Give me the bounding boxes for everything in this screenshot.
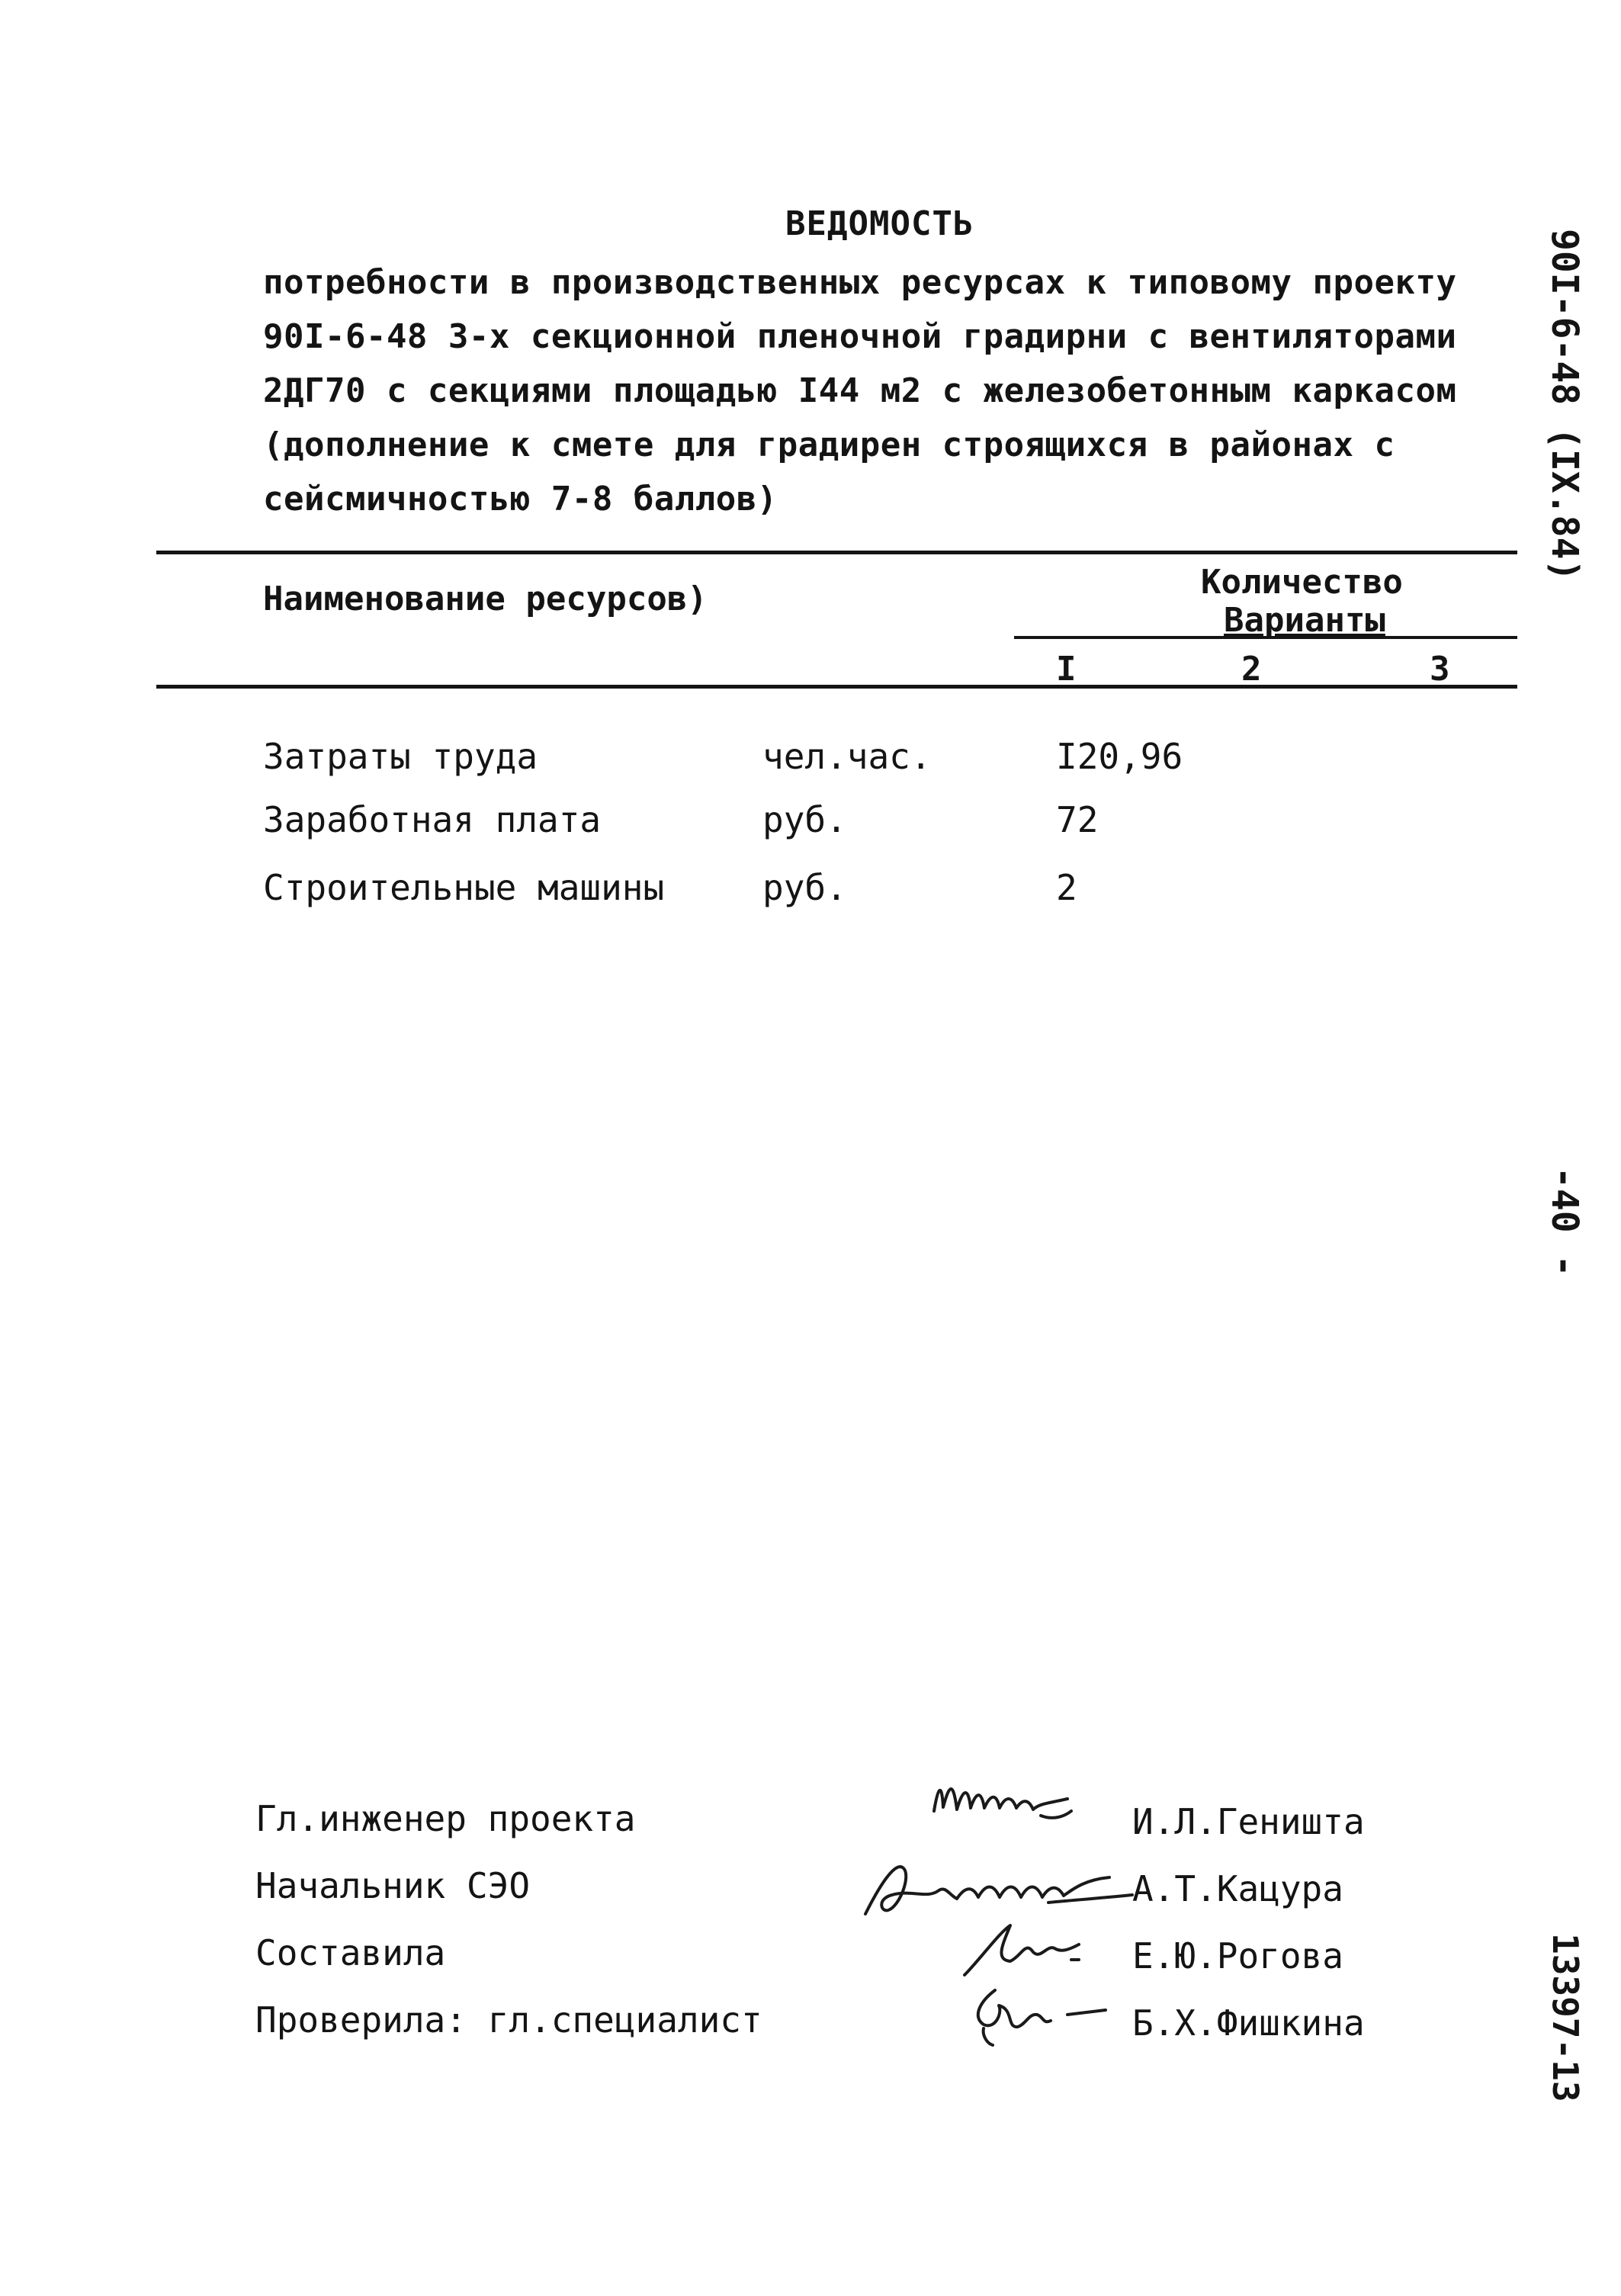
row-1-value: I20,96 — [1056, 736, 1183, 777]
handwritten-signature-3 — [957, 1914, 1087, 1983]
row-3-value: 2 — [1056, 867, 1077, 908]
handwritten-signature-4 — [961, 1983, 1113, 2051]
signature-name-4: Б.Х.Фишкина — [1132, 2002, 1365, 2044]
signature-name-3: Е.Ю.Рогова — [1132, 1935, 1343, 1976]
header-variants: Варианты — [1224, 601, 1385, 640]
description-line-2: 90I-6-48 3-х секционной пленочной градирни с вентиляторами — [263, 317, 1457, 356]
table-top-rule — [156, 551, 1517, 554]
table-header-rule — [156, 685, 1517, 689]
header-resource-name: Наименование ресурсов) — [263, 580, 708, 618]
description-line-5: сейсмичностью 7-8 баллов) — [263, 480, 778, 519]
description-line-4: (дополнение к смете для градирен строящихся в районах с — [263, 425, 1395, 464]
row-2-name: Заработная плата — [263, 799, 602, 840]
row-3-name: Строительные машины — [263, 867, 665, 908]
signature-name-1: И.Л.Геништа — [1132, 1801, 1365, 1842]
description-line-3: 2ДГ70 с секциями площадью I44 м2 с железобетонным каркасом — [263, 371, 1457, 410]
signature-role-3: Составила — [255, 1932, 446, 1973]
row-1-name: Затраты труда — [263, 736, 538, 777]
signature-name-2: А.Т.Кацура — [1132, 1868, 1343, 1909]
signature-role-1: Гл.инженер проекта — [255, 1798, 636, 1839]
project-code-label: 90I-6-48 (IX.84) — [1543, 229, 1586, 582]
row-2-unit: руб. — [762, 799, 847, 840]
handwritten-signature-1 — [926, 1773, 1079, 1826]
archive-number-label: 13397-13 — [1545, 1933, 1586, 2102]
signature-role-4: Проверила: гл.специалист — [255, 1999, 762, 2041]
document-title: ВЕДОМОСТЬ — [785, 204, 974, 243]
description-line-1: потребности в производственных ресурсах к типовому проекту — [263, 263, 1457, 302]
row-3-unit: руб. — [762, 867, 847, 908]
header-quantity: Количество — [1201, 563, 1403, 602]
variant-column-1: I — [1056, 650, 1077, 689]
signature-role-2: Начальник СЭО — [255, 1865, 531, 1906]
variant-column-2: 2 — [1241, 650, 1262, 689]
variant-column-3: 3 — [1430, 650, 1450, 689]
page-number-label: -40 - — [1543, 1167, 1586, 1277]
row-2-value: 72 — [1056, 799, 1099, 840]
row-1-unit: чел.час. — [762, 736, 932, 777]
